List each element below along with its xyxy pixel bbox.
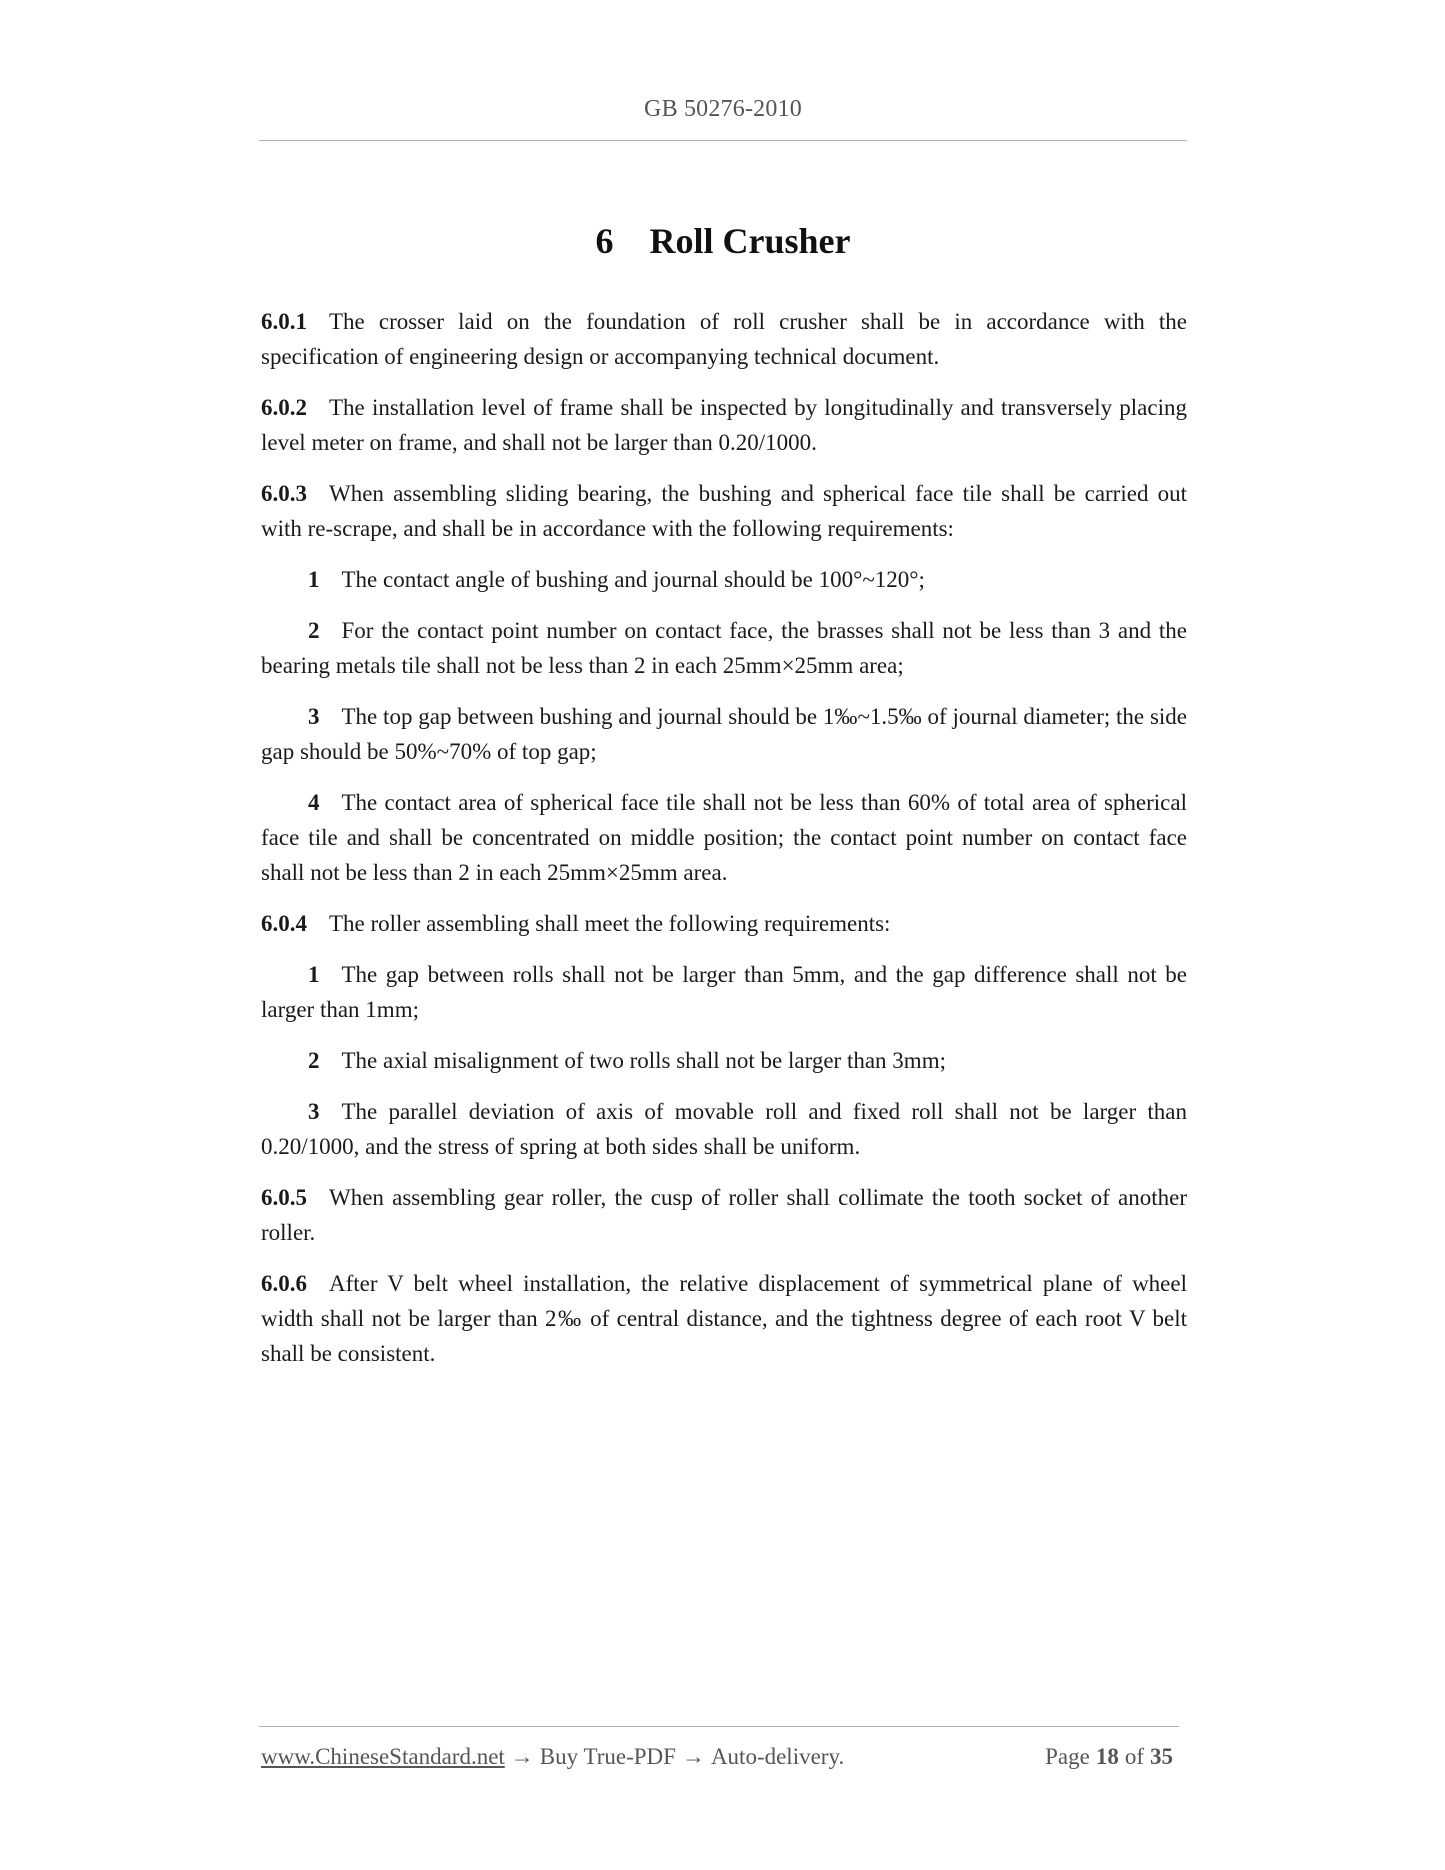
clause-number: 6.0.3 [261, 481, 307, 506]
list-item [261, 1043, 1187, 1078]
footer-promo [261, 1744, 844, 1770]
clause-6-0-3 [261, 476, 1187, 546]
list-item [261, 785, 1187, 890]
chapter-number: 6 [595, 221, 614, 261]
list-item [261, 562, 1187, 597]
item-number: 4 [308, 790, 320, 815]
clause-text: After V belt wheel installation, the relative displacement of symmetrical plane of wheel width shall not be larger than 2‰ of central distance, and the tightness degree of each root V belt shall be consistent. [261, 1271, 1187, 1366]
footer-divider [259, 1726, 1179, 1727]
auto-delivery-text: Auto-delivery. [710, 1744, 845, 1769]
item-text: The gap between rolls shall not be larger than 5mm, and the gap difference shall not be larger than 1mm; [261, 962, 1187, 1022]
current-page-number: 18 [1095, 1744, 1119, 1769]
item-number: 3 [308, 1099, 320, 1124]
item-text: The parallel deviation of axis of movable roll and fixed roll shall not be larger than 0.20/1000, and the stress of spring at both sides shall be uniform. [261, 1099, 1187, 1159]
chapter-title [259, 220, 1187, 262]
list-item [261, 1094, 1187, 1164]
clause-number: 6.0.2 [261, 395, 307, 420]
item-number: 3 [308, 704, 320, 729]
clause-6-0-4 [261, 906, 1187, 941]
of-label: of [1124, 1744, 1144, 1769]
clause-6-0-1 [261, 304, 1187, 374]
item-text: The contact area of spherical face tile shall not be less than 60% of total area of spherical face tile and shall be concentrated on middle position; the contact point number on contact face shall not be less than 2 in each 25mm×25mm area. [261, 790, 1187, 885]
clause-6-0-2 [261, 390, 1187, 460]
item-text: For the contact point number on contact face, the brasses shall not be less than 3 and the bearing metals tile shall not be less than 2 in each 25mm×25mm area; [261, 618, 1187, 678]
clause-6-0-6 [261, 1266, 1187, 1371]
list-item [261, 613, 1187, 683]
arrow-right-icon: → [681, 1744, 705, 1769]
item-number: 1 [308, 962, 320, 987]
header-divider [259, 140, 1187, 141]
list-item [261, 957, 1187, 1027]
arrow-right-icon: → [510, 1744, 534, 1769]
buy-true-pdf-text: Buy True-PDF [539, 1744, 676, 1769]
website-link[interactable]: www.ChineseStandard.net [261, 1744, 505, 1769]
clause-text: The roller assembling shall meet the following requirements: [329, 911, 891, 936]
chapter-title-text: Roll Crusher [649, 221, 851, 261]
item-text: The top gap between bushing and journal should be 1‰~1.5‰ of journal diameter; the side gap should be 50%~70% of top gap; [261, 704, 1187, 764]
running-header: GB 50276-2010 [644, 96, 802, 122]
clause-6-0-5 [261, 1180, 1187, 1250]
item-text: The contact angle of bushing and journal should be 100°~120°; [341, 567, 925, 592]
list-item [261, 699, 1187, 769]
item-number: 1 [308, 567, 320, 592]
clause-text: The crosser laid on the foundation of roll crusher shall be in accordance with the specification of engineering design or accompanying technical document. [261, 309, 1187, 369]
item-number: 2 [308, 618, 320, 643]
document-body [261, 304, 1187, 1387]
page-label: Page [1045, 1744, 1090, 1769]
clause-text: When assembling sliding bearing, the bushing and spherical face tile shall be carried out with re-scrape, and shall be in accordance with the following requirements: [261, 481, 1187, 541]
item-text: The axial misalignment of two rolls shall not be larger than 3mm; [341, 1048, 946, 1073]
total-page-number: 35 [1150, 1744, 1173, 1769]
clause-number: 6.0.4 [261, 911, 307, 936]
clause-text: The installation level of frame shall be inspected by longitudinally and transversely placing level meter on frame, and shall not be larger than 0.20/1000. [261, 395, 1187, 455]
page-indicator [1045, 1744, 1179, 1770]
item-number: 2 [308, 1048, 320, 1073]
clause-text: When assembling gear roller, the cusp of roller shall collimate the tooth socket of another roller. [261, 1185, 1187, 1245]
clause-number: 6.0.5 [261, 1185, 307, 1210]
clause-number: 6.0.1 [261, 309, 307, 334]
clause-number: 6.0.6 [261, 1271, 307, 1296]
